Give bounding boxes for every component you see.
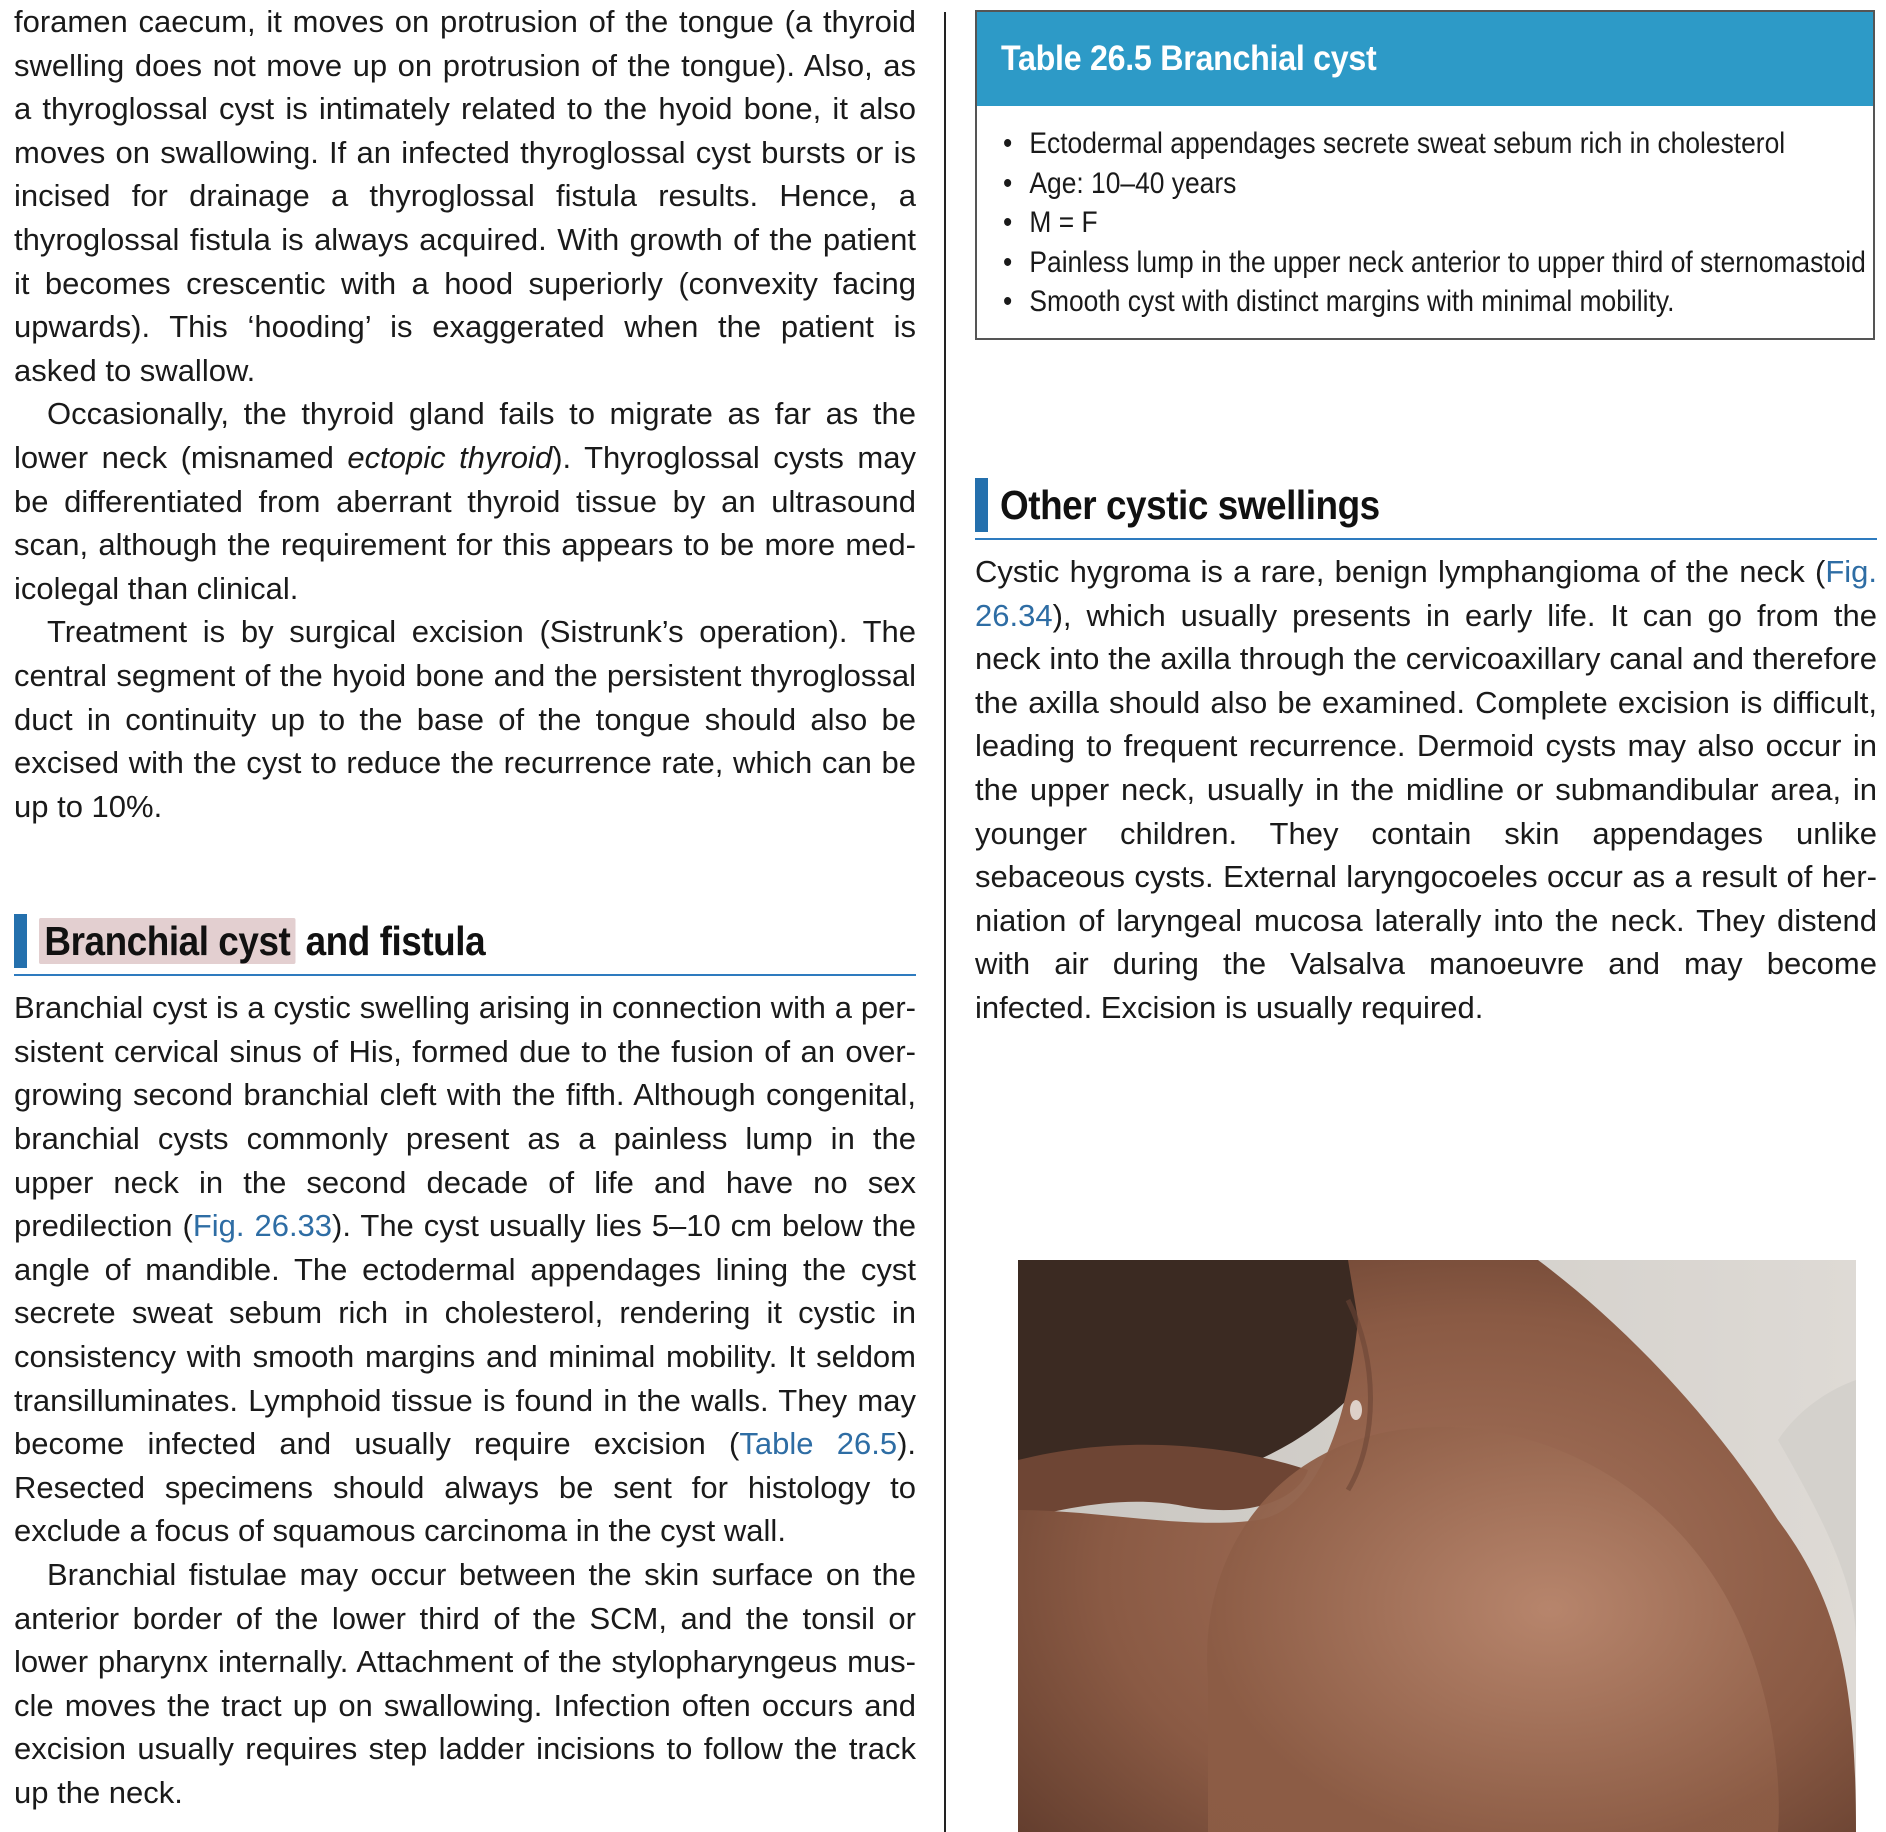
highlighted-term: Branchial cyst xyxy=(39,918,296,964)
right-column xyxy=(975,478,1877,1030)
table-link-26-5[interactable]: Table 26.5 xyxy=(739,1426,898,1462)
paragraph-text: ). The cyst usually lies 5–10 cm below the angle of mandible. The ectodermal appendages lining the cyst secrete sweat sebum rich in cholesterol, rendering it cystic in consistency with smooth margins and minimal mobility. It seldom transilluminates. Lymphoid tissue is found in the walls. They may become infected and usually require excision ( xyxy=(14,1208,916,1462)
paragraph-text: Occasionally, the thyroid gland fails to migrate as far as the lower neck (misnamed xyxy=(14,396,916,475)
paragraph-text: ), which usually presents in early life. It can go from the neck into the axilla through the cervicoaxillary canal and therefore the axilla should also be examined. Complete excision is difficult, leading to frequent recurrence. Dermoid cysts may also occur in the upper neck, usually in the midline or submandibular area, in younger children. They contain skin appendages unlike sebaceous cysts. External laryngocoeles occur as a result of herniation of laryngeal mucosa laterally into the neck. They distend with air during the Valsalva manoeuvre and may become infected. Excision is usually required. xyxy=(975,597,1877,1025)
paragraph-branchial-cyst xyxy=(14,986,916,1553)
heading-bar xyxy=(975,478,988,532)
paragraph-text: Branchial cyst is a cystic swelling arising in connection with a persistent cervical sinus of His, formed due to the fusion of an overgrowing second branchial cleft with the fifth. Although congenital, branchial cysts commonly present as a painless lump in the upper neck in the second decade of life and have no sex predilection ( xyxy=(14,990,916,1244)
list-item: • Age: 10–40 years xyxy=(1003,164,1769,204)
paragraph-text: Branchial fistulae may occur between the skin surface on the anterior border of the lower third of the SCM, and the tonsil or lower pharynx internally. Attachment of the stylopharyngeus muscle moves the tract up on swallowing. Infection often occurs and excision usually requires step ladder incisions to follow the track up the neck. xyxy=(14,1557,916,1810)
bullet-icon: • xyxy=(1003,245,1013,279)
list-item: • Smooth cyst with distinct margins with minimal mobility. xyxy=(1003,282,1769,322)
section-heading-other-cystic xyxy=(975,478,1877,540)
list-item: • M = F xyxy=(1003,203,1769,243)
table-title: Table 26.5 Branchial cyst xyxy=(1001,39,1377,78)
heading-title xyxy=(39,914,485,968)
bullet-icon: • xyxy=(1003,166,1013,200)
paragraph-text: Treatment is by surgical excision (Sistrunk’s operation). The central segment of the hyoid bone and the persistent thyroglossal duct in continuity up to the base of the tongue should also be excised with the cyst to reduce the recurrence rate, which can be up to 10%. xyxy=(14,614,916,824)
paragraph-thyroglossal-movement xyxy=(14,0,916,392)
italic-term: ectopic thyroid xyxy=(347,439,553,475)
bullet-icon: • xyxy=(1003,285,1013,318)
list-item: • Painless lump in the upper neck anterior to upper third of sternomastoid xyxy=(1003,243,1769,283)
paragraph-treatment xyxy=(14,610,916,828)
skin-highlight xyxy=(1350,1400,1362,1420)
neck-photo-illustration xyxy=(1018,1260,1856,1832)
table-header xyxy=(977,12,1873,106)
bullet-icon: • xyxy=(1003,206,1013,239)
table-list xyxy=(977,106,1873,322)
left-column xyxy=(14,0,916,1815)
list-item: • Ectodermal appendages secrete sweat sebum rich in cholesterol xyxy=(1003,124,1769,164)
paragraph-cystic-hygroma xyxy=(975,550,1877,1030)
paragraph-text: ). Thyroglossal cysts may be differentiated from aberrant thyroid tissue by an ultrasound scan, although the requirement for this appears to be more medicolegal than clinical. xyxy=(14,439,916,606)
table-26-5 xyxy=(975,10,1875,340)
heading-bar xyxy=(14,914,27,968)
paragraph-text: ). Resected specimens should always be sent for histology to exclude a focus of squamous carcinoma in the cyst wall. xyxy=(14,1426,917,1549)
heading-title: Other cystic swellings xyxy=(1000,482,1380,528)
bullet-icon: • xyxy=(1003,127,1013,160)
figure-link-26-33[interactable]: Fig. 26.33 xyxy=(192,1208,333,1244)
paragraph-text: foramen caecum, it moves on protrusion of the tongue (a thyroid swelling does not move up on protrusion of the tongue). Also, as a thyroglossal cyst is intimately related to the hyoid bone, it also moves on swallowing. If an infected thyroglossal cyst bursts or is incised for drainage a thyroglossal fistula results. Hence, a thyroglossal fistula is always acquired. With growth of the patient it becomes crescentic with a hood superiorly (convexity facing upwards). This ‘hooding’ is exaggerated when the patient is asked to swallow. xyxy=(14,4,916,388)
paragraph-text: Cystic hygroma is a rare, benign lymphangioma of the neck ( xyxy=(975,554,1826,589)
paragraph-branchial-fistulae xyxy=(14,1553,916,1815)
paragraph-ectopic-thyroid xyxy=(14,392,916,610)
heading-rest: and fistula xyxy=(295,918,486,965)
column-divider xyxy=(944,12,946,1832)
figure-link-26-34[interactable]: Fig. 26.34 xyxy=(975,554,1877,633)
section-heading-branchial xyxy=(14,914,916,976)
clinical-photo-neck xyxy=(1018,1260,1856,1832)
